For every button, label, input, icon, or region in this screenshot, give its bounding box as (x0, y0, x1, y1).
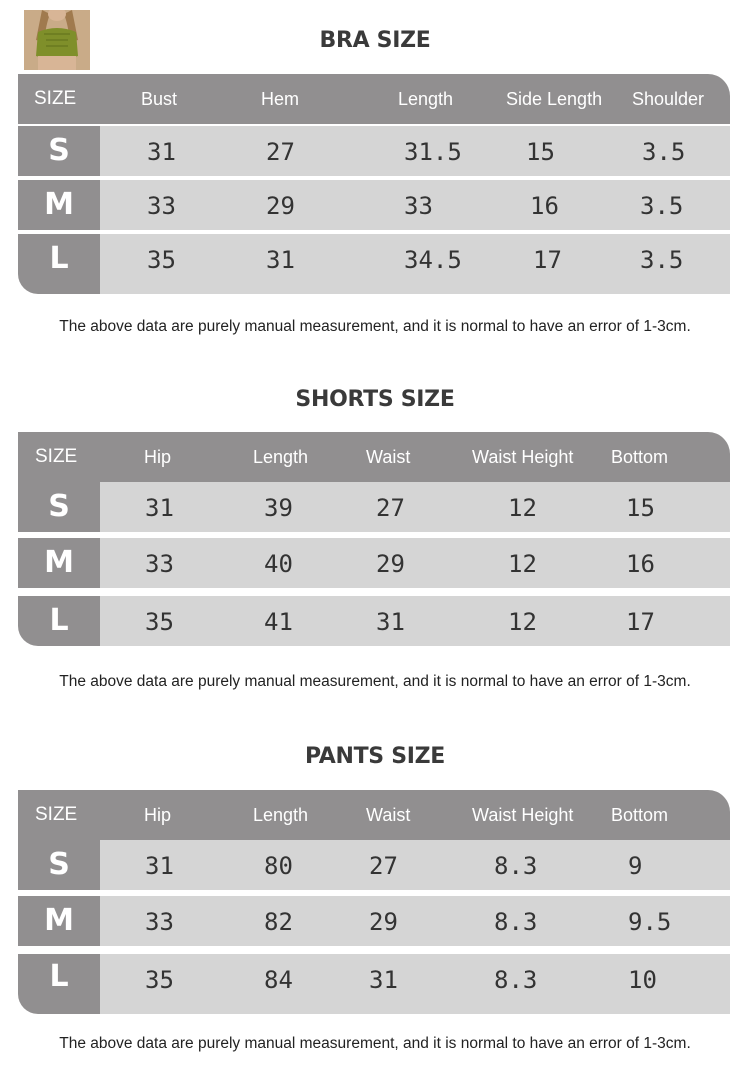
table-row (18, 180, 730, 230)
cell-hip: 31 (145, 852, 174, 880)
measurement-note: The above data are purely manual measurement, and it is normal to have an error of 1-3cm. (59, 1035, 691, 1052)
cell-bust: 31 (147, 138, 176, 166)
size-label: L (18, 596, 100, 646)
size-label: S (18, 482, 100, 532)
header-length: Length (253, 805, 309, 825)
cell-hem: 31 (266, 246, 295, 274)
measurement-note: The above data are purely manual measurement, and it is normal to have an error of 1-3cm. (59, 318, 691, 335)
size-label: S (18, 126, 100, 176)
cell-waist: 31 (369, 966, 398, 994)
table-row (18, 482, 730, 532)
row-cells (100, 180, 730, 230)
size-label: M (18, 896, 100, 946)
header-shoulder: Shoulder (632, 89, 705, 109)
header-size: SIZE (35, 446, 78, 467)
cell-side-length: 17 (533, 246, 562, 274)
table-row (18, 126, 730, 176)
cell-shoulder: 3.5 (642, 138, 686, 166)
cell-waist: 29 (376, 550, 405, 578)
row-cells (100, 596, 730, 646)
measurement-note: The above data are purely manual measurement, and it is normal to have an error of 1-3cm. (59, 673, 691, 690)
cell-side-length: 15 (526, 138, 555, 166)
cell-length: 33 (404, 192, 433, 220)
header-waist: Waist (366, 805, 411, 825)
row-cells (100, 896, 730, 946)
cell-hem: 27 (266, 138, 295, 166)
cell-hip: 33 (145, 550, 174, 578)
row-cells (100, 538, 730, 588)
cell-hip: 35 (145, 966, 174, 994)
cell-bottom: 15 (626, 494, 655, 522)
header-waist-height: Waist Height (472, 447, 574, 467)
cell-length: 41 (264, 608, 293, 636)
table-header (18, 74, 730, 124)
cell-waist-height: 8.3 (494, 852, 538, 880)
cell-shoulder: 3.5 (640, 246, 684, 274)
cell-waist-height: 12 (508, 608, 537, 636)
cell-bottom: 17 (626, 608, 655, 636)
bra-size-table (18, 74, 730, 294)
header-bottom: Bottom (611, 805, 669, 825)
size-label: M (18, 538, 100, 588)
cell-hip: 33 (145, 908, 174, 936)
cell-side-length: 16 (530, 192, 559, 220)
cell-bottom: 9.5 (628, 908, 672, 936)
cell-bottom: 9 (628, 852, 643, 880)
row-cells (100, 482, 730, 532)
shorts-size-title: SHORTS SIZE (295, 387, 455, 412)
row-cells (100, 840, 730, 890)
size-label: L (18, 234, 100, 294)
pants-size-title: PANTS SIZE (304, 744, 446, 769)
row-cells (100, 954, 730, 1014)
cell-shoulder: 3.5 (640, 192, 684, 220)
cell-hip: 31 (145, 494, 174, 522)
header-bust: Bust (141, 89, 178, 109)
header-length: Length (253, 447, 309, 467)
size-label: L (18, 954, 100, 1014)
cell-bust: 35 (147, 246, 176, 274)
cell-waist: 27 (376, 494, 405, 522)
table-row (18, 596, 730, 646)
header-waist-height: Waist Height (472, 805, 574, 825)
table-row (18, 896, 730, 946)
size-label: S (18, 840, 100, 890)
cell-waist-height: 8.3 (494, 966, 538, 994)
cell-waist: 31 (376, 608, 405, 636)
table-header (18, 432, 730, 482)
shorts-size-table (18, 432, 730, 646)
header-size: SIZE (34, 88, 77, 109)
table-row (18, 840, 730, 890)
cell-length: 31.5 (404, 138, 462, 166)
row-cells (100, 234, 730, 294)
cell-length: 80 (264, 852, 293, 880)
cell-bottom: 16 (626, 550, 655, 578)
cell-hem: 29 (266, 192, 295, 220)
header-side-length: Side Length (506, 89, 603, 109)
pants-size-table (18, 790, 730, 1014)
cell-waist: 27 (369, 852, 398, 880)
table-row (18, 234, 730, 294)
header-waist: Waist (366, 447, 411, 467)
header-bottom: Bottom (611, 447, 669, 467)
header-hem: Hem (261, 89, 300, 109)
cell-length: 82 (264, 908, 293, 936)
cell-waist-height: 12 (508, 494, 537, 522)
header-hip: Hip (144, 805, 172, 825)
table-header (18, 790, 730, 840)
row-cells (100, 126, 730, 176)
cell-length: 84 (264, 966, 293, 994)
cell-length: 34.5 (404, 246, 462, 274)
header-length: Length (398, 89, 454, 109)
cell-waist-height: 12 (508, 550, 537, 578)
cell-waist-height: 8.3 (494, 908, 538, 936)
table-row (18, 538, 730, 588)
bra-size-title: BRA SIZE (319, 28, 431, 53)
cell-bottom: 10 (628, 966, 657, 994)
cell-length: 39 (264, 494, 293, 522)
header-size: SIZE (35, 804, 78, 825)
size-label: M (18, 180, 100, 230)
cell-length: 40 (264, 550, 293, 578)
cell-hip: 35 (145, 608, 174, 636)
cell-bust: 33 (147, 192, 176, 220)
cell-waist: 29 (369, 908, 398, 936)
table-row (18, 954, 730, 1014)
header-hip: Hip (144, 447, 172, 467)
